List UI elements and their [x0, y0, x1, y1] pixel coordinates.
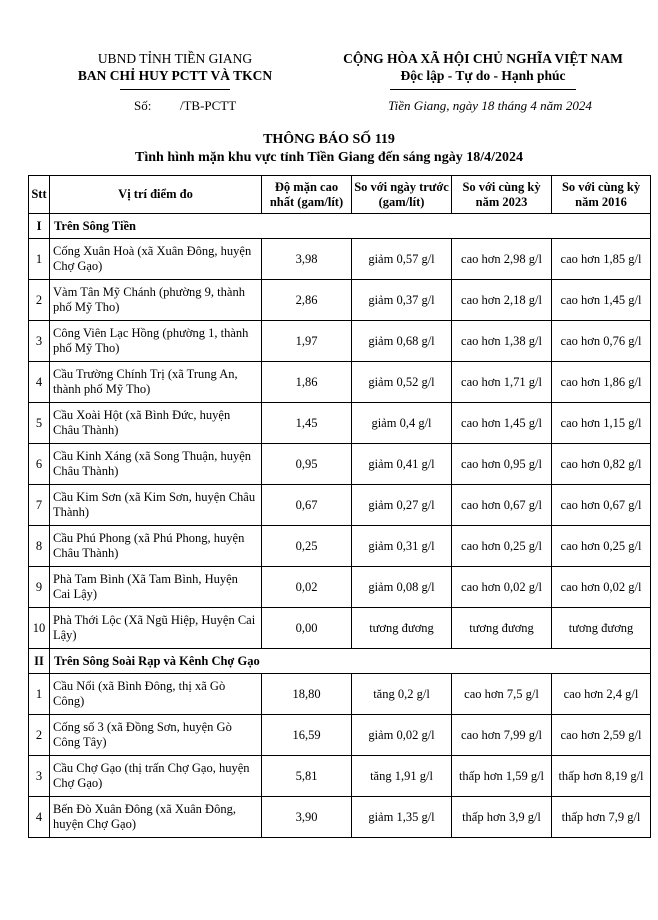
country-name: CỘNG HÒA XÃ HỘI CHỦ NGHĨA VIỆT NAM [343, 51, 623, 66]
table-row [29, 674, 651, 715]
row-max-salinity: 1,97 [262, 321, 352, 362]
row-vs-2016: cao hơn 1,85 g/l [552, 239, 651, 280]
table-row [29, 280, 651, 321]
section-row-2 [29, 649, 651, 674]
row-stt: 1 [29, 674, 50, 715]
row-vs-2016: thấp hơn 7,9 g/l [552, 797, 651, 838]
row-location: Cống số 3 (xã Đồng Sơn, huyện Gò Công Tây) [50, 715, 262, 756]
row-vs-2016: cao hơn 1,86 g/l [552, 362, 651, 403]
row-max-salinity: 1,45 [262, 403, 352, 444]
row-location: Bến Đò Xuân Đông (xã Xuân Đông, huyện Chợ Gạo) [50, 797, 262, 838]
issuer-block [40, 50, 310, 90]
row-vs-2023: thấp hơn 3,9 g/l [452, 797, 552, 838]
row-max-salinity: 0,00 [262, 608, 352, 649]
row-stt: 6 [29, 444, 50, 485]
section-name: Trên Sông Tiền [50, 214, 651, 239]
row-location: Cầu Chợ Gạo (thị trấn Chợ Gạo, huyện Chợ Gạo) [50, 756, 262, 797]
row-location: Cống Xuân Hoà (xã Xuân Đông, huyện Chợ Gạo) [50, 239, 262, 280]
col-header-vs-2016: So với cùng kỳ năm 2016 [552, 176, 651, 214]
issuer-underline [40, 84, 310, 90]
table-row [29, 715, 651, 756]
row-vs-2016: cao hơn 0,82 g/l [552, 444, 651, 485]
row-vs-previous-day: tăng 0,2 g/l [352, 674, 452, 715]
table-row [29, 239, 651, 280]
motto-underline [318, 84, 648, 90]
row-max-salinity: 16,59 [262, 715, 352, 756]
row-vs-2023: cao hơn 0,25 g/l [452, 526, 552, 567]
row-vs-2016: tương đương [552, 608, 651, 649]
table-row [29, 797, 651, 838]
col-header-vs-previous-day: So với ngày trước (gam/lít) [352, 176, 452, 214]
issuer-province: UBND TỈNH TIỀN GIANG [97, 51, 253, 66]
row-vs-2016: cao hơn 1,15 g/l [552, 403, 651, 444]
row-vs-previous-day: giảm 0,08 g/l [352, 567, 452, 608]
row-vs-2016: cao hơn 0,67 g/l [552, 485, 651, 526]
row-vs-2016: cao hơn 0,25 g/l [552, 526, 651, 567]
row-location: Cầu Phú Phong (xã Phú Phong, huyện Châu Thành) [50, 526, 262, 567]
col-header-vs-2023: So với cùng kỳ năm 2023 [452, 176, 552, 214]
row-stt: 8 [29, 526, 50, 567]
row-location: Phà Thới Lộc (Xã Ngũ Hiệp, Huyện Cai Lậy) [50, 608, 262, 649]
section-row-1 [29, 214, 651, 239]
row-vs-previous-day: giảm 0,31 g/l [352, 526, 452, 567]
row-vs-2023: cao hơn 1,45 g/l [452, 403, 552, 444]
row-max-salinity: 0,02 [262, 567, 352, 608]
row-stt: 2 [29, 715, 50, 756]
row-vs-previous-day: giảm 0,4 g/l [352, 403, 452, 444]
row-vs-previous-day: tăng 1,91 g/l [352, 756, 452, 797]
row-vs-2016: thấp hơn 8,19 g/l [552, 756, 651, 797]
col-header-stt: Stt [29, 176, 50, 214]
row-stt: 9 [29, 567, 50, 608]
row-vs-previous-day: giảm 0,68 g/l [352, 321, 452, 362]
row-location: Cầu Trường Chính Trị (xã Trung An, thành phố Mỹ Tho) [50, 362, 262, 403]
row-location: Cầu Xoài Hột (xã Bình Đức, huyện Châu Thành) [50, 403, 262, 444]
row-vs-2016: cao hơn 0,02 g/l [552, 567, 651, 608]
national-motto: Độc lập - Tự do - Hạnh phúc [400, 68, 566, 83]
row-vs-previous-day: giảm 0,41 g/l [352, 444, 452, 485]
table-row [29, 567, 651, 608]
row-location: Cầu Kim Sơn (xã Kim Sơn, huyện Châu Thành) [50, 485, 262, 526]
national-motto-block [318, 50, 648, 90]
table-row [29, 321, 651, 362]
table-row [29, 403, 651, 444]
row-vs-2023: cao hơn 0,67 g/l [452, 485, 552, 526]
row-location: Công Viên Lạc Hồng (phường 1, thành phố Mỹ Tho) [50, 321, 262, 362]
issuer-agency: BAN CHỈ HUY PCTT VÀ TKCN [77, 68, 273, 83]
row-vs-2016: cao hơn 2,4 g/l [552, 674, 651, 715]
row-vs-2023: cao hơn 7,5 g/l [452, 674, 552, 715]
row-stt: 7 [29, 485, 50, 526]
section-id: I [29, 214, 50, 239]
document-date: Tiền Giang, ngày 18 tháng 4 năm 2024 [388, 98, 592, 113]
row-stt: 3 [29, 756, 50, 797]
row-vs-2023: cao hơn 1,38 g/l [452, 321, 552, 362]
row-max-salinity: 1,86 [262, 362, 352, 403]
row-vs-2023: cao hơn 7,99 g/l [452, 715, 552, 756]
row-vs-2016: cao hơn 1,45 g/l [552, 280, 651, 321]
row-location: Cầu Kinh Xáng (xã Song Thuận, huyện Châu Thành) [50, 444, 262, 485]
table-row [29, 526, 651, 567]
row-max-salinity: 5,81 [262, 756, 352, 797]
table-row [29, 485, 651, 526]
table-header-row [29, 176, 651, 214]
row-location: Cầu Nổi (xã Bình Đông, thị xã Gò Công) [50, 674, 262, 715]
row-vs-previous-day: giảm 1,35 g/l [352, 797, 452, 838]
row-max-salinity: 0,25 [262, 526, 352, 567]
row-vs-2023: thấp hơn 1,59 g/l [452, 756, 552, 797]
row-stt: 2 [29, 280, 50, 321]
row-location: Vàm Tân Mỹ Chánh (phường 9, thành phố Mỹ Tho) [50, 280, 262, 321]
section-id: II [29, 649, 50, 674]
row-vs-2023: cao hơn 1,71 g/l [452, 362, 552, 403]
document-number-value: /TB-PCTT [179, 98, 237, 113]
row-max-salinity: 18,80 [262, 674, 352, 715]
row-vs-2023: cao hơn 2,98 g/l [452, 239, 552, 280]
row-vs-previous-day: giảm 0,57 g/l [352, 239, 452, 280]
col-header-max-salinity: Độ mặn cao nhất (gam/lít) [262, 176, 352, 214]
row-vs-2023: cao hơn 0,95 g/l [452, 444, 552, 485]
table-row [29, 756, 651, 797]
document-number [134, 98, 236, 114]
row-vs-previous-day: giảm 0,37 g/l [352, 280, 452, 321]
col-header-location: Vị trí điểm đo [50, 176, 262, 214]
row-vs-2023: tương đương [452, 608, 552, 649]
row-stt: 4 [29, 797, 50, 838]
row-vs-previous-day: tương đương [352, 608, 452, 649]
document-number-label: Số: [134, 98, 152, 113]
row-vs-previous-day: giảm 0,52 g/l [352, 362, 452, 403]
table-row [29, 444, 651, 485]
row-vs-2016: cao hơn 2,59 g/l [552, 715, 651, 756]
row-max-salinity: 0,67 [262, 485, 352, 526]
row-stt: 5 [29, 403, 50, 444]
row-stt: 4 [29, 362, 50, 403]
row-vs-previous-day: giảm 0,02 g/l [352, 715, 452, 756]
row-vs-2023: cao hơn 2,18 g/l [452, 280, 552, 321]
row-vs-2023: cao hơn 0,02 g/l [452, 567, 552, 608]
row-max-salinity: 2,86 [262, 280, 352, 321]
row-location: Phà Tam Bình (Xã Tam Bình, Huyện Cai Lậy) [50, 567, 262, 608]
page-title: THÔNG BÁO SỐ 119 [263, 132, 395, 147]
table-row [29, 362, 651, 403]
page-subtitle: Tình hình mặn khu vực tỉnh Tiền Giang đến sáng ngày 18/4/2024 [135, 150, 523, 165]
row-max-salinity: 3,90 [262, 797, 352, 838]
row-max-salinity: 3,98 [262, 239, 352, 280]
salinity-table [28, 175, 651, 838]
row-stt: 3 [29, 321, 50, 362]
row-vs-2016: cao hơn 0,76 g/l [552, 321, 651, 362]
table-row [29, 608, 651, 649]
row-stt: 10 [29, 608, 50, 649]
row-stt: 1 [29, 239, 50, 280]
row-vs-previous-day: giảm 0,27 g/l [352, 485, 452, 526]
row-max-salinity: 0,95 [262, 444, 352, 485]
section-name: Trên Sông Soài Rạp và Kênh Chợ Gạo [50, 649, 651, 674]
